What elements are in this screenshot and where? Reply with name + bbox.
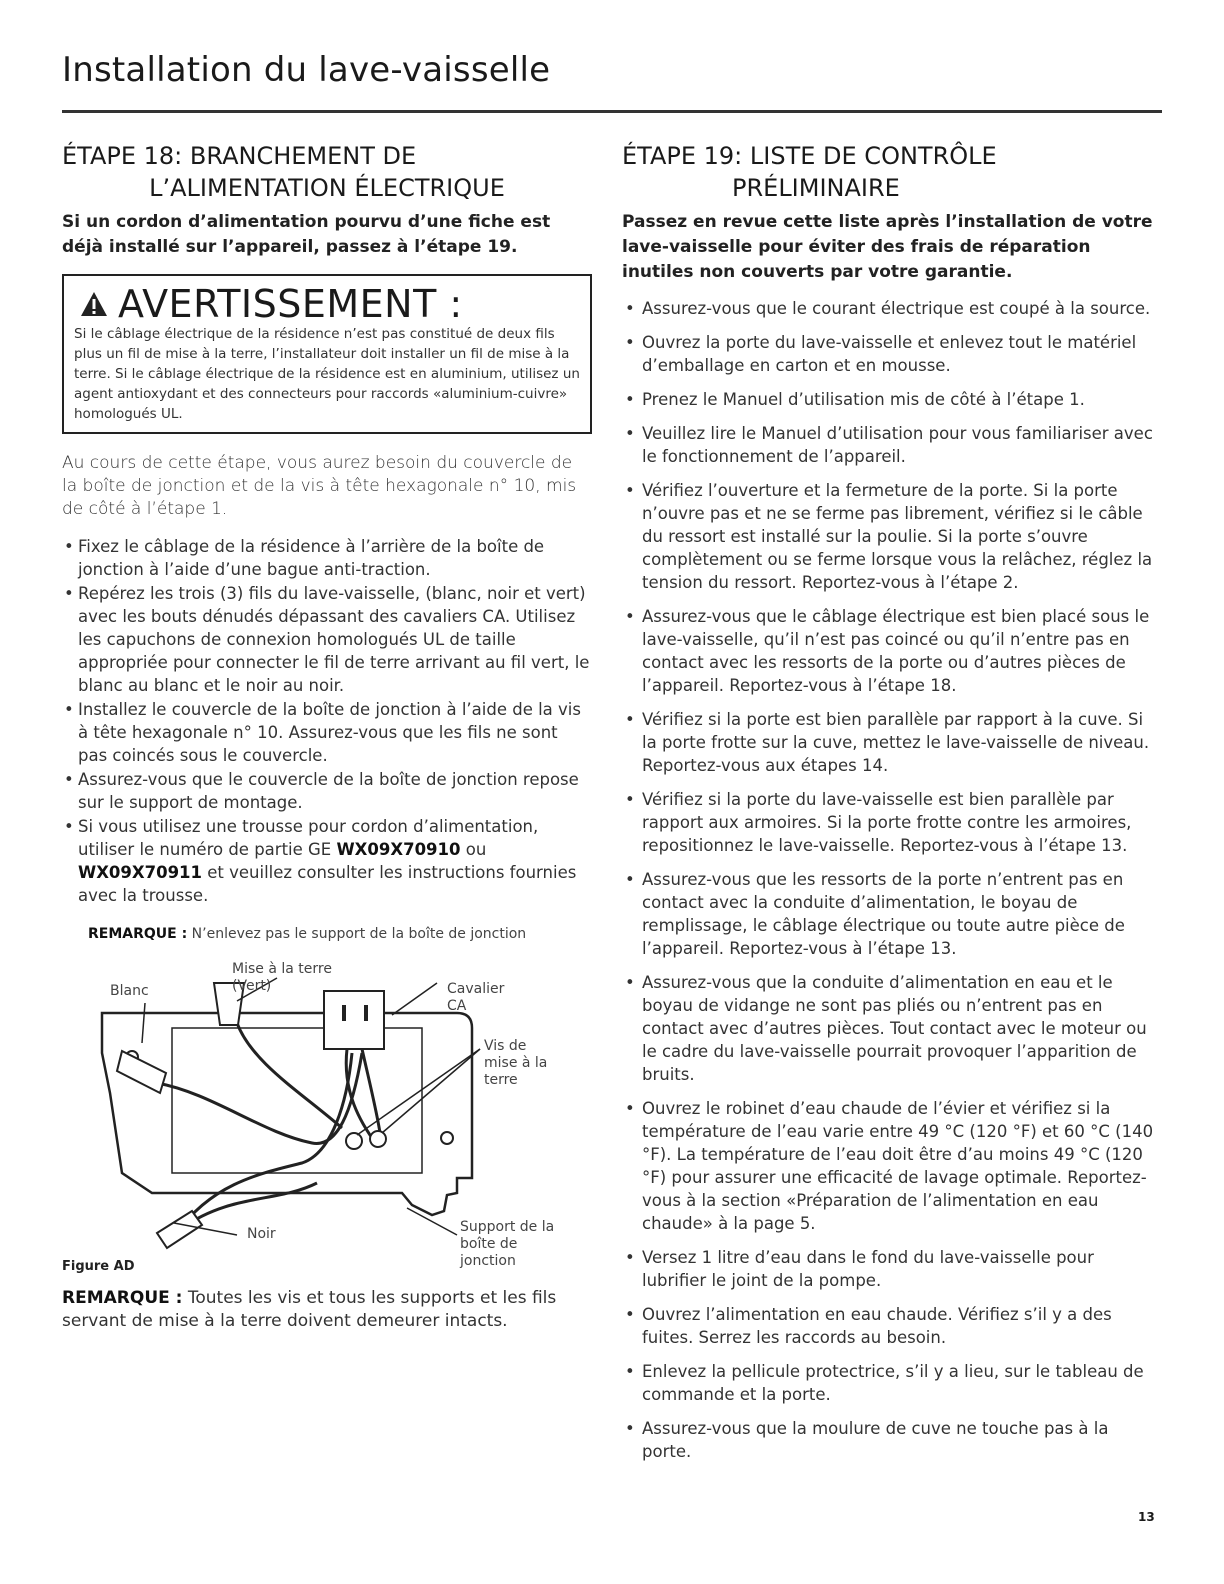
list-item: • Assurez-vous que le câblage électrique est bien placé sous le lave-vaisselle, qu’il n’est pas coincé ou qu’il n’entre pas en contact avec les ressorts de la porte ou d’autres pièces de l’appareil. Reportez-vous à l’étape 18. xyxy=(622,605,1162,697)
step-18-heading xyxy=(62,140,592,204)
list-item: • Fixez le câblage de la résidence à l’arrière de la boîte de jonction à l’aide d’une bague anti-traction. xyxy=(62,535,592,581)
label-cavalier: Cavalier CA xyxy=(447,981,505,1014)
list-item: • Assurez-vous que les ressorts de la porte n’entrent pas en contact avec la conduite d’alimentation, le boyau de remplissage, le câblage électrique ou toute autre pièce de l’appareil. Reportez-vous à l’étape 13. xyxy=(622,868,1162,960)
list-item: • Enlevez la pellicule protectrice, s’il y a lieu, sur le tableau de commande et la porte. xyxy=(622,1360,1162,1406)
label-noir: Noir xyxy=(247,1226,276,1242)
list-item: • Assurez-vous que la conduite d’alimentation en eau et le boyau de vidange ne sont pas pliés ou n’entrent pas en contact avec d’autres pièces. Tout contact avec le moteur ou le cadre du lave-vaisselle pourrait provoquer l’apparition de bruits. xyxy=(622,971,1162,1086)
checklist xyxy=(622,297,1162,1463)
step-18-bullet-list xyxy=(62,535,592,907)
warning-title xyxy=(80,284,582,324)
step-19-heading-line2: PRÉLIMINAIRE xyxy=(732,174,900,202)
list-item: • Installez le couvercle de la boîte de jonction à l’aide de la vis à tête hexagonale n° 10. Assurez-vous que les fils ne sont pas coincés sous le couvercle. xyxy=(62,698,592,767)
part-number-2: WX09X70911 xyxy=(78,863,203,882)
warning-title-text: AVERTISSEMENT : xyxy=(118,282,463,326)
figure-caption: Figure AD xyxy=(62,1259,135,1274)
label-blanc: Blanc xyxy=(110,983,149,999)
step-19-heading xyxy=(622,140,1162,204)
step-18-lead: Si un cordon d’alimentation pourvu d’une fiche est déjà installé sur l’appareil, passez à l’étape 19. xyxy=(62,212,551,257)
list-item: • Ouvrez la porte du lave-vaisselle et enlevez tout le matériel d’emballage en carton et en mousse. xyxy=(622,331,1162,377)
list-item xyxy=(62,815,592,907)
list-item: • Assurez-vous que le courant électrique est coupé à la source. xyxy=(622,297,1162,320)
step-18-section xyxy=(62,140,592,1333)
step-18-heading-line2: L’ALIMENTATION ÉLECTRIQUE xyxy=(149,174,505,202)
label-support: Support de la boîte de jonction xyxy=(460,1219,555,1269)
label-mise-a-la-terre: Mise à la terre (Vert) xyxy=(232,961,332,994)
remark2-text: Toutes les vis et tous les supports et les fils servant de mise à la terre doivent demeurer intacts. xyxy=(62,1288,557,1331)
warning-triangle-icon xyxy=(80,291,108,317)
warning-text: Si le câblage électrique de la résidence n’est pas constitué de deux fils plus un fil de mise à la terre, l’installateur doit installer un fil de mise à la terre. Si le câblage électrique de la résidence est en aluminium, utilisez un agent antioxydant et des connecteurs pour raccords «aluminium-cuivre» homologués UL. xyxy=(74,326,580,422)
list-item: • Ouvrez l’alimentation en eau chaude. Vérifiez s’il y a des fuites. Serrez les raccords au besoin. xyxy=(622,1303,1162,1349)
list-item: • Vérifiez l’ouverture et la fermeture de la porte. Si la porte n’ouvre pas et ne se ferme pas librement, vérifiez si le câble du ressort est installé sur la poulie. Si la porte s’ouvre complètement ou se ferme lorsque vous la relâchez, réglez la tension du ressort. Reportez-vous à l’étape 2. xyxy=(622,479,1162,594)
warning-box xyxy=(62,274,592,434)
title-divider xyxy=(62,110,1162,113)
page-title: Installation du lave-vaisselle xyxy=(62,50,551,90)
list-item: • Prenez le Manuel d’utilisation mis de côté à l’étape 1. xyxy=(622,388,1162,411)
remark2-label: REMARQUE : xyxy=(62,1288,183,1308)
remark-label: REMARQUE : xyxy=(88,926,188,942)
list-item: • Repérez les trois (3) fils du lave-vaisselle, (blanc, noir et vert) avec les bouts dénudés dépassant des cavaliers CA. Utilisez les capuchons de connexion homologués UL de taille appropriée pour connecter le fil de terre arrivant au fil vert, le blanc au blanc et le noir au noir. xyxy=(62,582,592,697)
label-vis: Vis de mise à la terre xyxy=(484,1038,548,1088)
list-item: • Veuillez lire le Manuel d’utilisation pour vous familiariser avec le fonctionnement de l’appareil. xyxy=(622,422,1162,468)
page-number: 13 xyxy=(1138,1510,1155,1524)
step-18-heading-line1: ÉTAPE 18: BRANCHEMENT DE xyxy=(62,142,417,170)
list-item: • Assurez-vous que le couvercle de la boîte de jonction repose sur le support de montage. xyxy=(62,768,592,814)
step-18-intro: Au cours de cette étape, vous aurez besoin du couvercle de la boîte de jonction et de la vis à tête hexagonale n° 10, mis de côté à l’étape 1. xyxy=(62,453,577,519)
figure-ad xyxy=(62,943,582,1283)
list-item: • Ouvrez le robinet d’eau chaude de l’évier et vérifiez si la température de l’eau varie entre 49 °C (120 °F) et 60 °C (140 °F). La température de l’eau doit être d’au moins 49 °C (120 °F) pour assurer une efficacité de lavage optimale. Reportez-vous à la section «Préparation de l’alimentation en eau chaude» à la page 5. xyxy=(622,1097,1162,1235)
step-19-section xyxy=(622,140,1162,1474)
part-number-1: WX09X70910 xyxy=(336,840,461,859)
list-item: • Assurez-vous que la moulure de cuve ne touche pas à la porte. xyxy=(622,1417,1162,1463)
list-item: • Vérifiez si la porte est bien parallèle par rapport à la cuve. Si la porte frotte sur la cuve, mettez le lave-vaisselle de niveau. Reportez-vous aux étapes 14. xyxy=(622,708,1162,777)
kit-text-pre: Si vous utilisez une trousse pour cordon d’alimentation, utiliser le numéro de partie GE xyxy=(78,817,539,859)
kit-text-mid: ou xyxy=(460,840,487,859)
step-19-lead: Passez en revue cette liste après l’installation de votre lave-vaisselle pour éviter des frais de réparation inutiles non couverts par votre garantie. xyxy=(622,212,1153,282)
remark-text: N’enlevez pas le support de la boîte de jonction xyxy=(187,926,527,942)
kit-text-post: et veuillez consulter les instructions fournies avec la trousse. xyxy=(78,863,577,905)
remark-grounding xyxy=(62,1287,592,1333)
remark-support xyxy=(88,925,592,943)
step-19-heading-line1: ÉTAPE 19: LISTE DE CONTRÔLE xyxy=(622,142,997,170)
list-item: • Versez 1 litre d’eau dans le fond du lave-vaisselle pour lubrifier le joint de la pompe. xyxy=(622,1246,1162,1292)
list-item: • Vérifiez si la porte du lave-vaisselle est bien parallèle par rapport aux armoires. Si la porte frotte contre les armoires, repositionnez le lave-vaisselle. Reportez-vous à l’étape 13. xyxy=(622,788,1162,857)
